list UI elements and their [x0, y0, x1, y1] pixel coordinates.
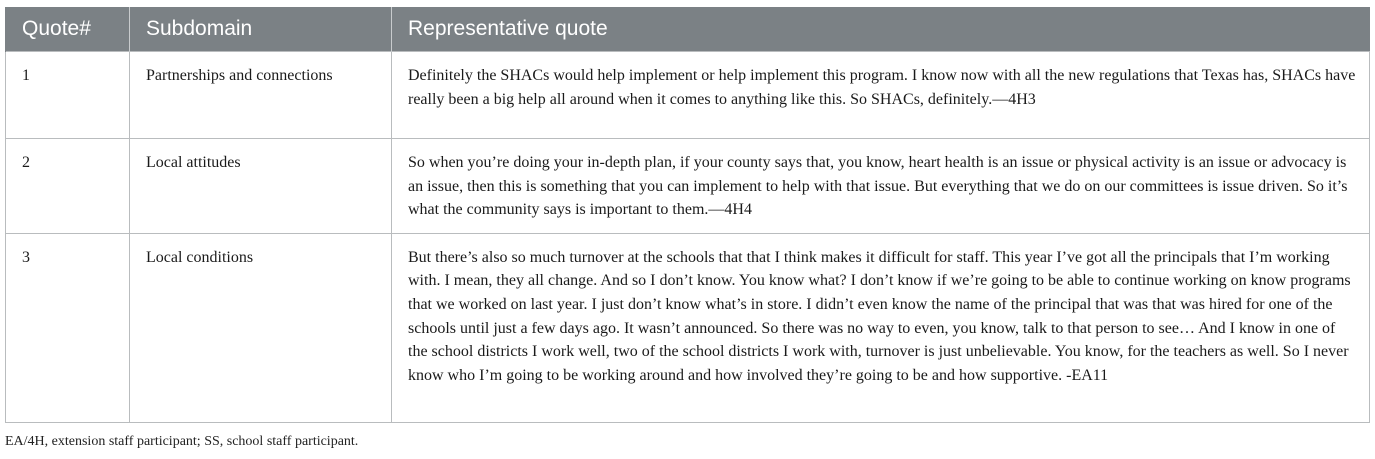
header-representative-quote: Representative quote [392, 7, 1370, 52]
quote-number-cell: 2 [6, 139, 130, 234]
table-row [6, 233, 1370, 422]
table-body [6, 52, 1370, 423]
header-subdomain: Subdomain [130, 7, 392, 52]
quote-cell: But there’s also so much turnover at the schools that that I think makes it difficult for staff. This year I’ve got all the principals that I’m working with. I mean, they all change. And so I don’t know. You know what? I don’t know if we’re going to be able to continue working on know programs that we worked on last year. I just don’t know what’s in store. I didn’t even know the name of the principal that was that was hired for one of the schools until just a few days ago. It wasn’t announced. So there was no way to even, you know, talk to that person to see… And I know in one of the school districts I work well, two of the school districts I work with, turnover is just unbelievable. You know, for the teachers as well. So I never know who I’m going to be working around and how involved they’re going to be and how supportive. -EA11 [392, 233, 1370, 422]
quotes-table [5, 7, 1370, 423]
quote-cell: So when you’re doing your in-depth plan, if your county says that, you know, heart health is an issue or physical activity is an issue or advocacy is an issue, then this is something that you can implement to help with that issue. But everything that we do on our committees is issue driven. So it’s what the community says is important to them.—4H4 [392, 139, 1370, 234]
quote-number-cell: 3 [6, 233, 130, 422]
subdomain-cell: Local attitudes [130, 139, 392, 234]
subdomain-cell: Local conditions [130, 233, 392, 422]
table-row [6, 52, 1370, 139]
header-row [6, 7, 1370, 52]
header-quote-number: Quote# [6, 7, 130, 52]
quote-number-cell: 1 [6, 52, 130, 139]
subdomain-cell: Partnerships and connections [130, 52, 392, 139]
table-header [6, 7, 1370, 52]
table-row [6, 139, 1370, 234]
table-footnote: EA/4H, extension staff participant; SS, school staff participant. [5, 434, 359, 449]
quote-cell: Definitely the SHACs would help implement or help implement this program. I know now with all the new regulations that Texas has, SHACs have really been a big help all around when it comes to anything like this. So SHACs, definitely.—4H3 [392, 52, 1370, 139]
